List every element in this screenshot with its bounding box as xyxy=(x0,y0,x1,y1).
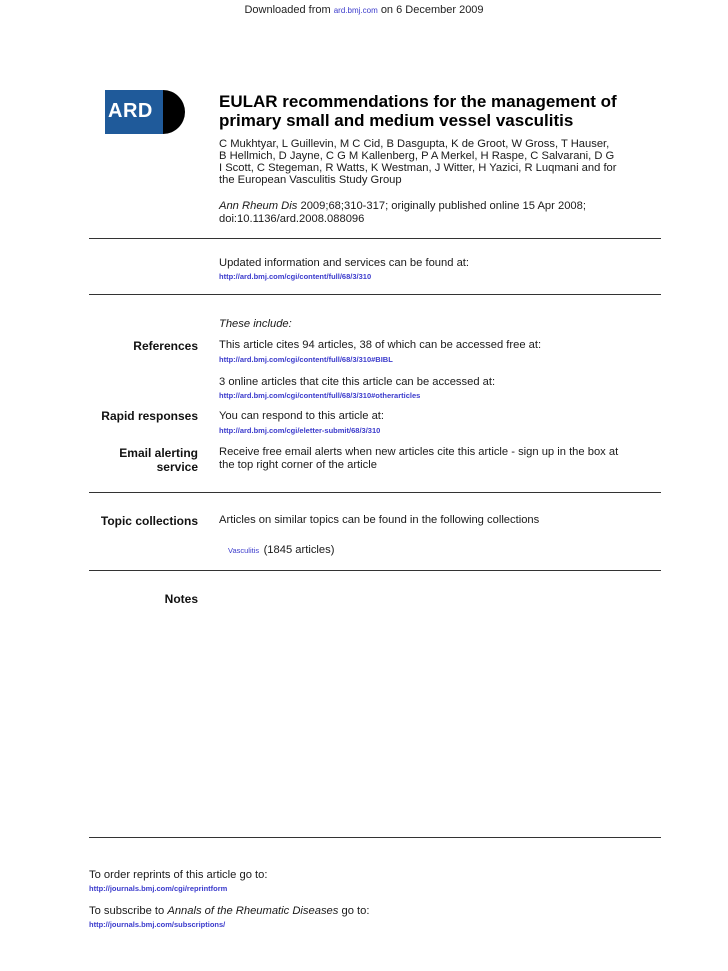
citation xyxy=(219,200,664,225)
download-date: on 6 December 2009 xyxy=(380,4,484,16)
updated-info-link[interactable]: http://ard.bmj.com/cgi/content/full/68/3/310 xyxy=(219,272,372,281)
download-notice xyxy=(0,4,728,16)
references-bibl-link[interactable]: http://ard.bmj.com/cgi/content/full/68/3/310#BIBL xyxy=(219,355,393,364)
ard-logo xyxy=(105,90,183,140)
site-link[interactable]: ard.bmj.com xyxy=(333,6,378,15)
topic-collections-text: Articles on similar topics can be found in the following collections xyxy=(219,514,540,526)
article-title xyxy=(219,92,669,130)
citation-details: 2009;68;310-317; originally published online 15 Apr 2008; xyxy=(297,200,586,212)
journal-name: Ann Rheum Dis xyxy=(219,200,298,212)
divider-1 xyxy=(89,238,661,239)
these-include: These include: xyxy=(219,318,292,330)
authors-line-2: B Hellmich, D Jayne, C G M Kallenberg, P A Merkel, H Raspe, C Salvarani, D G xyxy=(219,150,615,162)
notes-label: Notes xyxy=(164,592,198,606)
author-list xyxy=(219,138,664,186)
subscribe-text xyxy=(89,905,369,918)
logo-black-shape xyxy=(163,90,185,134)
rapid-responses-link[interactable]: http://ard.bmj.com/cgi/eletter-submit/68/3/310 xyxy=(219,426,381,435)
citation-line xyxy=(219,200,664,213)
divider-4 xyxy=(89,570,661,571)
topic-vasculitis-count: (1845 articles) xyxy=(263,544,335,556)
topic-collection-item xyxy=(228,540,334,558)
updated-info-text: Updated information and services can be found at: xyxy=(219,257,470,269)
email-text-line-2: the top right corner of the article xyxy=(219,458,377,471)
divider-3 xyxy=(89,492,661,493)
topic-collections-label: Topic collections xyxy=(100,514,198,528)
subscribe-journal: Annals of the Rheumatic Diseases xyxy=(167,905,339,917)
authors-line-4: the European Vasculitis Study Group xyxy=(219,174,402,186)
divider-5 xyxy=(89,837,661,838)
logo-text: ARD xyxy=(108,100,153,122)
email-alerting-label xyxy=(89,447,198,474)
reprints-text: To order reprints of this article go to: xyxy=(89,869,268,881)
online-citing-link[interactable]: http://ard.bmj.com/cgi/content/full/68/3/310#otherarticles xyxy=(219,391,421,400)
doi: doi:10.1136/ard.2008.088096 xyxy=(219,212,365,225)
authors-line-1: C Mukhtyar, L Guillevin, M C Cid, B Dasgupta, K de Groot, W Gross, T Hauser, xyxy=(219,138,610,150)
title-line-2: primary small and medium vessel vasculitis xyxy=(219,111,574,130)
subscribe-link[interactable]: http://journals.bmj.com/subscriptions/ xyxy=(89,920,226,929)
references-cites-text: This article cites 94 articles, 38 of which can be accessed free at: xyxy=(219,339,542,351)
email-alerting-text xyxy=(219,446,664,471)
references-label: References xyxy=(133,339,198,353)
download-prefix: Downloaded from xyxy=(244,4,331,16)
subscribe-prefix: To subscribe to xyxy=(89,905,168,917)
online-citing-text: 3 online articles that cite this article can be accessed at: xyxy=(219,376,496,388)
email-label-line-1: Email alerting xyxy=(119,446,198,460)
divider-2 xyxy=(89,294,661,295)
subscribe-suffix: go to: xyxy=(338,905,370,917)
rapid-responses-label: Rapid responses xyxy=(101,409,198,423)
email-label-line-2: service xyxy=(156,459,198,474)
title-line-1: EULAR recommendations for the management of xyxy=(219,92,617,111)
rapid-responses-text: You can respond to this article at: xyxy=(219,410,385,422)
authors-line-3: I Scott, C Stegeman, R Watts, K Westman, J Witter, H Yazici, R Luqmani and for xyxy=(219,162,617,174)
reprints-link[interactable]: http://journals.bmj.com/cgi/reprintform xyxy=(89,884,228,893)
email-text-line-1: Receive free email alerts when new articles cite this article - sign up in the box at xyxy=(219,446,619,458)
topic-vasculitis-link[interactable]: Vasculitis xyxy=(228,546,260,555)
